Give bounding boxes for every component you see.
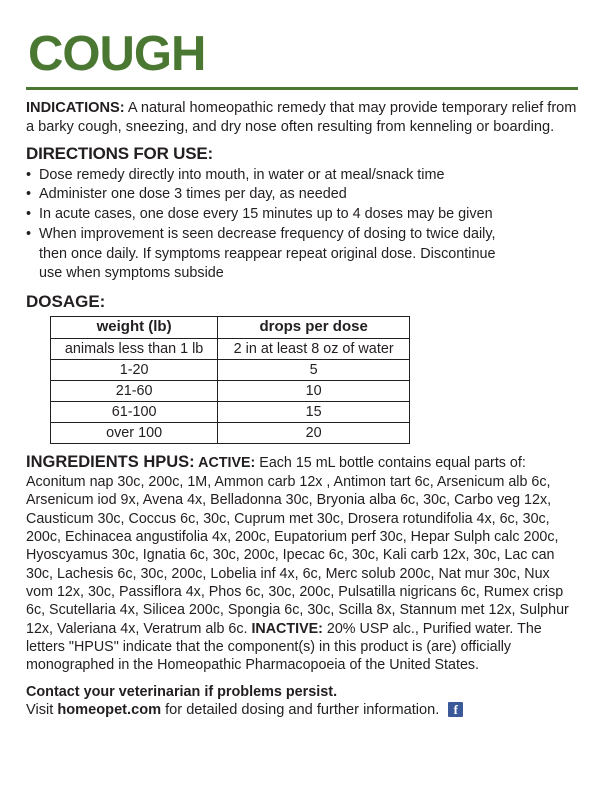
website-link[interactable]: homeopet.com — [57, 701, 162, 718]
column-header-drops: drops per dose — [218, 316, 410, 338]
table-row — [51, 401, 410, 422]
table-header-row — [51, 316, 410, 338]
table-cell-weight: 1-20 — [51, 359, 218, 380]
dosage-table — [50, 316, 410, 444]
table-row — [51, 338, 410, 359]
list-item-continuation: then once daily. If symptoms reappear repeat original dose. Discontinue — [39, 245, 496, 262]
visit-suffix: for detailed dosing and further information. — [165, 701, 440, 718]
table-row — [51, 422, 410, 443]
title-divider — [26, 87, 578, 90]
list-item: • Dose remedy directly into mouth, in water or at meal/snack time — [26, 166, 578, 185]
list-item-continuation: use when symptoms subside — [39, 265, 224, 282]
directions-heading: DIRECTIONS FOR USE: — [26, 143, 213, 163]
page-title: COUGH — [28, 27, 206, 81]
dosage-heading: DOSAGE: — [26, 291, 106, 311]
table-cell-weight: animals less than 1 lb — [51, 338, 218, 359]
list-item: • In acute cases, one dose every 15 minutes up to 4 doses may be given — [26, 205, 578, 224]
ingredients-paragraph — [26, 452, 578, 675]
contact-note: Contact your veterinarian if problems persist. — [26, 683, 338, 700]
table-row — [51, 359, 410, 380]
active-label: ACTIVE: — [194, 454, 256, 471]
table-cell-weight: over 100 — [51, 422, 218, 443]
indications-label: INDICATIONS: — [26, 100, 125, 116]
list-item: • Administer one dose 3 times per day, as needed — [26, 185, 578, 204]
table-cell-weight: 21-60 — [51, 380, 218, 401]
indications-paragraph — [26, 99, 578, 137]
active-text: Each 15 mL bottle contains equal parts of: Aconitum nap 30c, 200c, 1M, Ammon carb 12x , Antimon tart 6c, Arsenicum alb 6c, Arsenicum iod 9x, Avena 4x, Belladonna 30c, Bryonia alba 6c, 30c, Carbo veg 12x, Causticum 30c, Coccus 6c, 30c, Cuprum met 30c, Drosera rotundifolia 4x, 6c, 30c, 200c, Echinacea angustifolia 4x, 200c, Eupatorium perf 30c, Hepar Sulph calc 200c, Hyoscyamus 30c, Ignatia 6c, 30c, 200c, Ipecac 6c, 30c, Kali carb 12x, 30c, Lac can 30c, Lachesis 6c, 30c, 200c, Lobelia inf 4x, 6c, Merc solub 200c, Nat mur 30c, Nux vom 12x, 30c, Passiflora 4x, Phos 6c, 30c, 200c, Pulsatilla nigricans 6c, Rumex crisp 6c, Scutellaria 4x, Silicea 200c, Spongia 6c, 30c, Scilla 8x, Stannum met 12x, Sulphur 12x, Valeriana 4x, Veratrum alb 6c. — [26, 454, 569, 637]
table-cell-drops: 2 in at least 8 oz of water — [218, 338, 410, 359]
table-cell-weight: 61-100 — [51, 401, 218, 422]
table-cell-drops: 5 — [218, 359, 410, 380]
table-cell-drops: 10 — [218, 380, 410, 401]
ingredients-heading: INGREDIENTS HPUS: — [26, 452, 195, 471]
list-item: • When improvement is seen decrease frequency of dosing to twice daily, — [26, 225, 578, 244]
indications-text: A natural homeopathic remedy that may provide temporary relief from a barky cough, sneezing, and dry nose often resulting from kenneling or boarding. — [26, 100, 577, 135]
inactive-text: 20% USP alc., Purified water. The letters "HPUS" indicate that the component(s) in this product is (are) officially monographed in the Homeopathic Pharmacopoeia of the United States. — [26, 620, 542, 674]
column-header-weight: weight (lb) — [51, 316, 218, 338]
table-row — [51, 380, 410, 401]
inactive-label: INACTIVE: — [251, 620, 323, 637]
directions-list — [26, 166, 578, 283]
facebook-icon[interactable]: f — [448, 702, 463, 717]
table-cell-drops: 15 — [218, 401, 410, 422]
visit-line — [26, 702, 578, 718]
visit-prefix: Visit — [26, 701, 54, 718]
table-cell-drops: 20 — [218, 422, 410, 443]
